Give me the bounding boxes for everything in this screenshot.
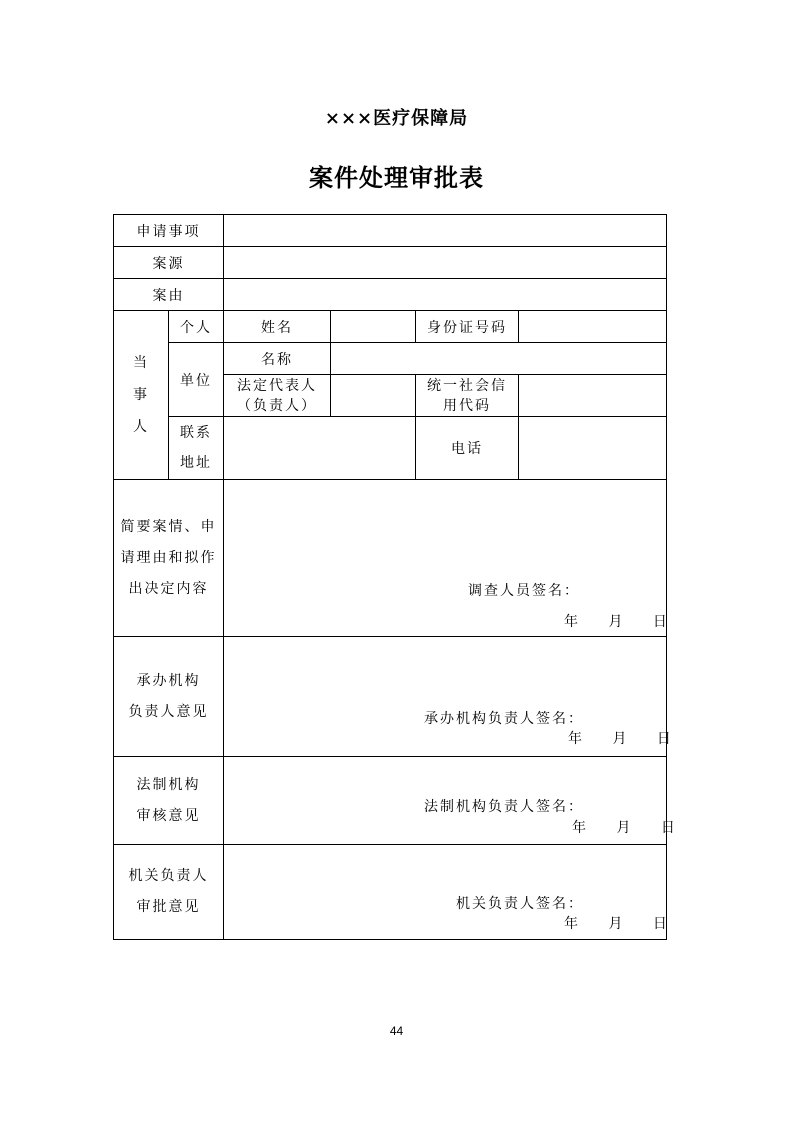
- contact-address-label: [169, 417, 224, 480]
- row-case-reason: [114, 279, 667, 311]
- agency-head-date: 年 月 日: [564, 916, 669, 932]
- agency-head-signature-label: 机关负责人签名：: [456, 896, 584, 912]
- credit-code-field[interactable]: [519, 375, 667, 417]
- legal-head-date: 年 月 日: [572, 820, 677, 836]
- legal-representative-label-line: 法定代表人: [237, 377, 317, 394]
- handling-head-date: 年 月 日: [568, 731, 673, 747]
- document-title: 案件处理审批表: [309, 163, 484, 192]
- contact-address-field[interactable]: [224, 417, 416, 480]
- agency-approval-label: [114, 845, 224, 940]
- legal-head-signature-label: 法制机构负责人签名：: [424, 799, 584, 815]
- row-contact: [114, 417, 667, 449]
- application-item-field[interactable]: [224, 215, 667, 247]
- unit-label: 单位: [169, 343, 224, 417]
- id-number-label: 身份证号码: [416, 311, 519, 343]
- application-item-label: 申请事项: [114, 215, 224, 247]
- contact-address-label-line: 联系: [180, 425, 212, 441]
- row-legal-review: [114, 757, 667, 845]
- agency-approval-field[interactable]: [224, 845, 667, 940]
- case-reason-label: 案由: [114, 279, 224, 311]
- case-source-field[interactable]: [224, 247, 667, 279]
- contact-address-label-line: 地址: [180, 455, 212, 471]
- legal-review-label: [114, 757, 224, 845]
- legal-review-label-line: 审核意见: [136, 807, 201, 824]
- party-label-char: 事: [133, 387, 149, 403]
- approval-form-table: [113, 214, 677, 940]
- id-number-field[interactable]: [519, 311, 667, 343]
- case-summary-label-line: 简要案情、申: [120, 518, 217, 535]
- row-agency-approval: [114, 845, 667, 940]
- name-label: 姓名: [224, 311, 331, 343]
- unit-name-field[interactable]: [331, 343, 667, 375]
- legal-review-field[interactable]: [224, 757, 677, 845]
- party-label: [114, 311, 169, 480]
- row-party-individual: [114, 311, 667, 343]
- row-application-item: [114, 215, 667, 247]
- legal-representative-label-line: （负责人）: [237, 397, 317, 414]
- name-field[interactable]: [331, 311, 416, 343]
- case-summary-label: [114, 480, 224, 637]
- unit-name-label: 名称: [224, 343, 331, 375]
- case-summary-label-line: 请理由和拟作: [120, 549, 217, 566]
- row-case-source: [114, 247, 667, 279]
- agency-approval-label-line: 审批意见: [136, 899, 201, 915]
- individual-label: 个人: [169, 311, 224, 343]
- phone-label: 电话: [416, 417, 519, 480]
- party-label-char: 当: [133, 355, 149, 371]
- case-reason-field[interactable]: [224, 279, 667, 311]
- credit-code-label: [416, 375, 519, 417]
- phone-field[interactable]: [519, 417, 667, 480]
- row-unit-name: [114, 343, 667, 375]
- handling-head-signature-label: 承办机构负责人签名：: [424, 711, 584, 727]
- row-handling-opinion: [114, 637, 667, 757]
- legal-review-label-line: 法制机构: [136, 776, 201, 793]
- party-label-char: 人: [133, 419, 149, 435]
- org-title: ×××医疗保障局: [324, 108, 469, 129]
- handling-opinion-label: [114, 637, 224, 757]
- case-source-label: 案源: [114, 247, 224, 279]
- investigator-date: 年 月 日: [564, 614, 669, 630]
- row-case-summary: [114, 480, 667, 637]
- legal-representative-field[interactable]: [331, 375, 416, 417]
- handling-opinion-label-line: 负责人意见: [128, 703, 209, 720]
- case-summary-field[interactable]: [224, 480, 667, 637]
- handling-opinion-field[interactable]: [224, 637, 673, 757]
- handling-opinion-label-line: 承办机构: [136, 672, 201, 689]
- agency-approval-label-line: 机关负责人: [128, 868, 209, 884]
- credit-code-label-line: 统一社会信: [427, 377, 507, 394]
- case-summary-label-line: 出决定内容: [128, 580, 209, 597]
- investigator-signature-label: 调查人员签名：: [468, 583, 580, 599]
- credit-code-label-line: 用代码: [443, 397, 491, 414]
- page-number: 44: [389, 1024, 404, 1038]
- legal-representative-label: [224, 375, 331, 417]
